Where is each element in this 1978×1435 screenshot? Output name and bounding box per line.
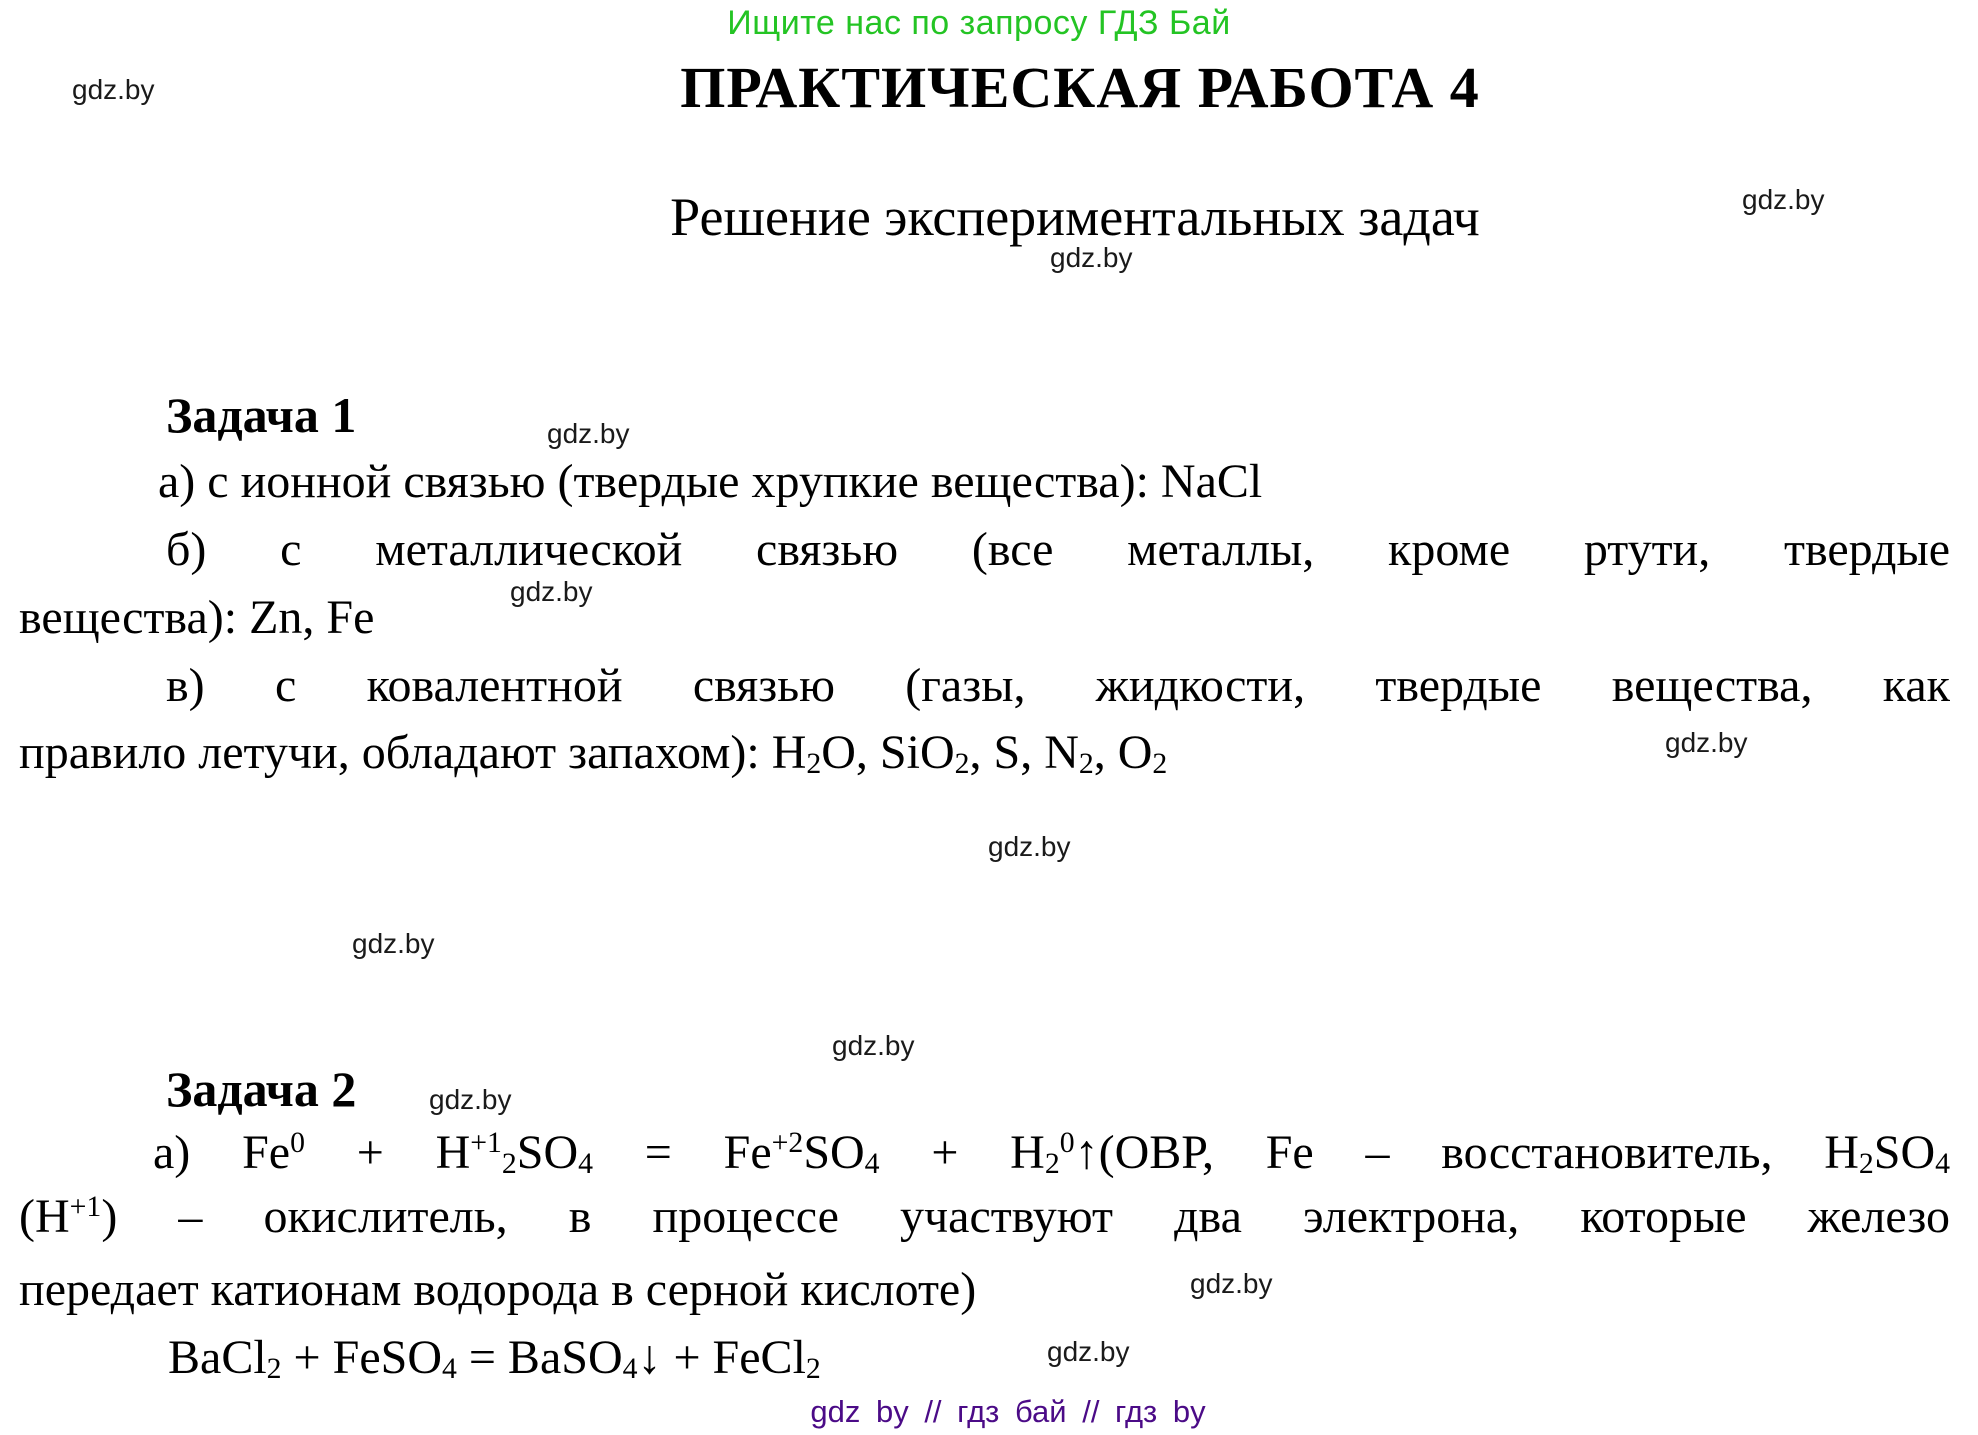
task1-line-a: а) с ионной связью (твердые хрупкие вещества): NaCl (158, 455, 1263, 508)
formula-text-segment: , O (1093, 726, 1153, 779)
formula-sub-segment: 2 (501, 1147, 517, 1181)
formula-sub-segment: 2 (1044, 1147, 1060, 1181)
formula-text-segment: + FeSO (281, 1331, 442, 1384)
formula-text-segment: SO (516, 1126, 579, 1179)
watermark-after-zn-fe: gdz.by (510, 576, 593, 607)
formula-text-segment: ↑(ОВР, Fe – восстановитель, H (1074, 1126, 1859, 1179)
formula-sub-segment: 4 (864, 1147, 880, 1181)
task1-heading: Задача 1 (166, 387, 357, 443)
promo-banner: Ищите нас по запросу ГДЗ Бай (727, 4, 1231, 42)
formula-sub-segment: 2 (1152, 747, 1168, 781)
formula-text-segment: ↓ + FeCl (637, 1331, 806, 1384)
formula-sup-segment: +1 (69, 1189, 102, 1223)
formula-sub-segment: 4 (578, 1147, 594, 1181)
formula-sub-segment: 2 (1858, 1147, 1874, 1181)
formula-text-segment: = Fe (593, 1126, 772, 1179)
watermark-subtitle-right: gdz.by (1742, 184, 1825, 215)
formula-text-segment: SO (1873, 1126, 1936, 1179)
formula-sup-segment: 0 (290, 1125, 305, 1159)
page-title: ПРАКТИЧЕСКАЯ РАБОТА 4 (680, 55, 1480, 120)
formula-text-segment: а) Fe (153, 1126, 291, 1179)
formula-sub-segment: 2 (266, 1352, 282, 1386)
watermark-mid-2: gdz.by (352, 928, 435, 959)
watermark-line-v-right: gdz.by (1665, 727, 1748, 758)
page-subtitle: Решение экспериментальных задач (670, 187, 1480, 247)
task1-line-v2-formulas (19, 725, 1950, 780)
formula-sub-segment: 4 (1935, 1147, 1951, 1181)
watermark-top-left: gdz.by (72, 74, 155, 105)
formula-text-segment: правило летучи, обладают запахом): H (19, 726, 807, 779)
formula-text-segment: ) – окислитель, в процессе участвуют два электрона, которые железо (101, 1190, 1950, 1243)
task1-line-b2: вещества): Zn, Fe (19, 591, 375, 644)
formula-sup-segment: +1 (470, 1125, 502, 1159)
formula-sub-segment: 4 (622, 1352, 638, 1386)
formula-sub-segment: 4 (441, 1352, 457, 1386)
watermark-mid-3: gdz.by (832, 1030, 915, 1061)
footer-tagline: gdz by // гдз бай // гдз by (810, 1394, 1206, 1429)
task2-line-3: передает катионам водорода в серной кислоте) (19, 1263, 977, 1316)
formula-text-segment: (H (19, 1190, 70, 1243)
watermark-under-subtitle: gdz.by (1050, 242, 1133, 273)
task1-line-b1: б) с металлической связью (все металлы, кроме ртути, твердые (166, 523, 1950, 576)
task2-line-2 (19, 1189, 1950, 1244)
watermark-task1-heading: gdz.by (547, 418, 630, 449)
watermark-line3-right: gdz.by (1190, 1268, 1273, 1299)
formula-text-segment: , S, N (969, 726, 1079, 779)
task2-equation-1 (19, 1125, 1950, 1180)
watermark-task2-heading: gdz.by (429, 1084, 512, 1115)
watermark-mid-1: gdz.by (988, 831, 1071, 862)
formula-text-segment: = BaSO (456, 1331, 623, 1384)
formula-sub-segment: 2 (806, 747, 822, 781)
formula-sup-segment: 0 (1059, 1125, 1075, 1159)
formula-text-segment: BaCl (168, 1331, 267, 1384)
watermark-eq2-right: gdz.by (1047, 1336, 1130, 1367)
formula-sub-segment: 2 (954, 747, 970, 781)
formula-text-segment: O, SiO (821, 726, 955, 779)
formula-text-segment: + H (879, 1126, 1045, 1179)
formula-sub-segment: 2 (805, 1352, 821, 1386)
formula-text-segment: + H (304, 1126, 471, 1179)
formula-sup-segment: +2 (771, 1125, 804, 1159)
formula-sub-segment: 2 (1078, 747, 1094, 781)
task2-heading: Задача 2 (166, 1061, 357, 1117)
task1-line-v1: в) с ковалентной связью (газы, жидкости, твердые вещества, как (166, 659, 1950, 712)
task2-equation-2 (19, 1330, 1950, 1385)
formula-text-segment: SO (803, 1126, 865, 1179)
